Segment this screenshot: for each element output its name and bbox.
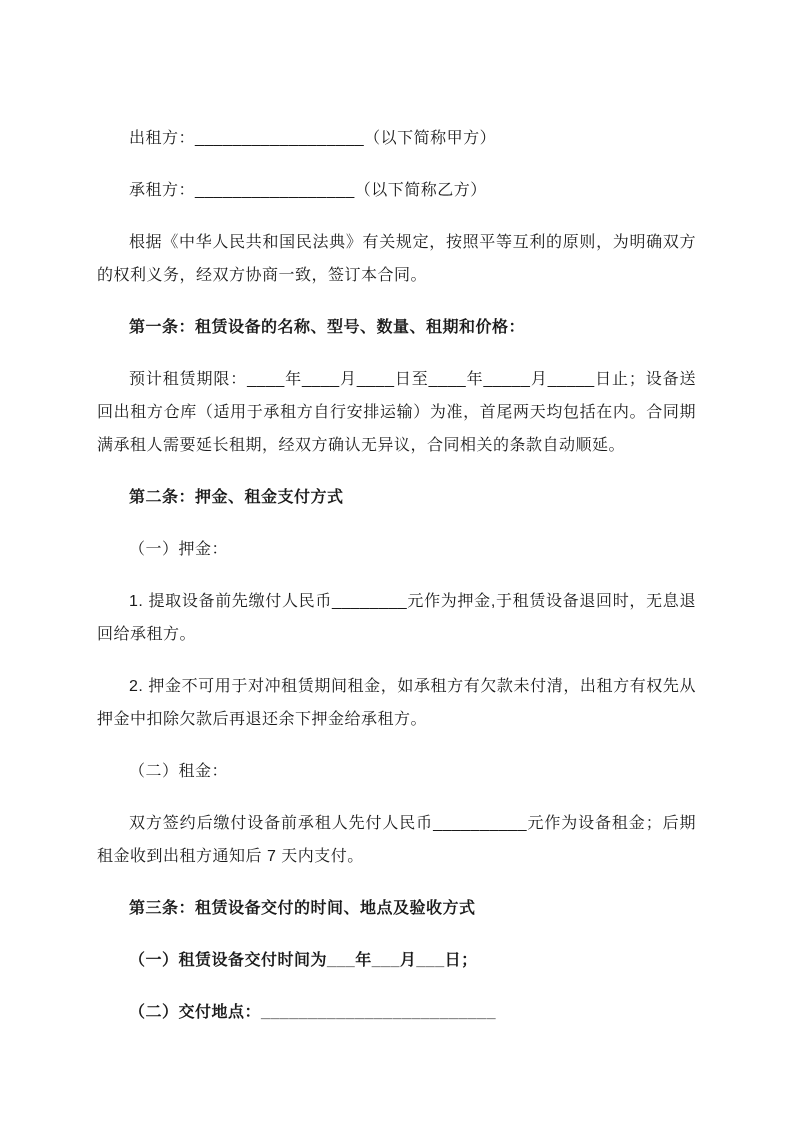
heading-article-1: 第一条：租赁设备的名称、型号、数量、租期和价格： (129, 319, 526, 336)
subheading-rent: （二）租金： (129, 763, 229, 780)
heading-article-2: 第二条：押金、租金支付方式 (129, 489, 344, 506)
subheading-deposit: （一）押金： (129, 541, 229, 558)
para-deposit-item-1: 1. 提取设备前先缴付人民币________元作为押金,于租赁设备退回时，无息退回给承租方。 (97, 593, 696, 643)
para-legal-basis: 根据《中华人民共和国民法典》有关规定，按照平等互利的原则，为明确双方的权利义务，经双方协商一致，签订本合同。 (97, 234, 696, 284)
para-rent-payment: 双方签约后缴付设备前承租人先付人民币__________元作为设备租金；后期租金收到出租方通知后 7 天内支付。 (97, 815, 696, 865)
para-lessee: 承租方：_________________（以下简称乙方） (129, 182, 487, 199)
para-lease-term: 预计租赁期限：____年____月____日至____年_____月_____日止；设备送回出租方仓库（适用于承租方自行安排运输）为准，首尾两天均包括在内。合同期满承租人需要延长租期，经双方确认无异议，合同相关的条款自动顺延。 (97, 371, 696, 454)
para-lessor: 出租方：__________________（以下简称甲方） (129, 130, 497, 147)
para-delivery-location: （二）交付地点：_________________________ (129, 1004, 496, 1021)
heading-article-3: 第三条：租赁设备交付的时间、地点及验收方式 (129, 900, 476, 917)
para-deposit-item-2: 2. 押金不可用于对冲租赁期间租金，如承租方有欠款未付清，出租方有权先从押金中扣除欠款后再退还余下押金给承租方。 (97, 678, 696, 728)
para-delivery-time: （一）租赁设备交付时间为___年___月___日； (129, 952, 478, 969)
